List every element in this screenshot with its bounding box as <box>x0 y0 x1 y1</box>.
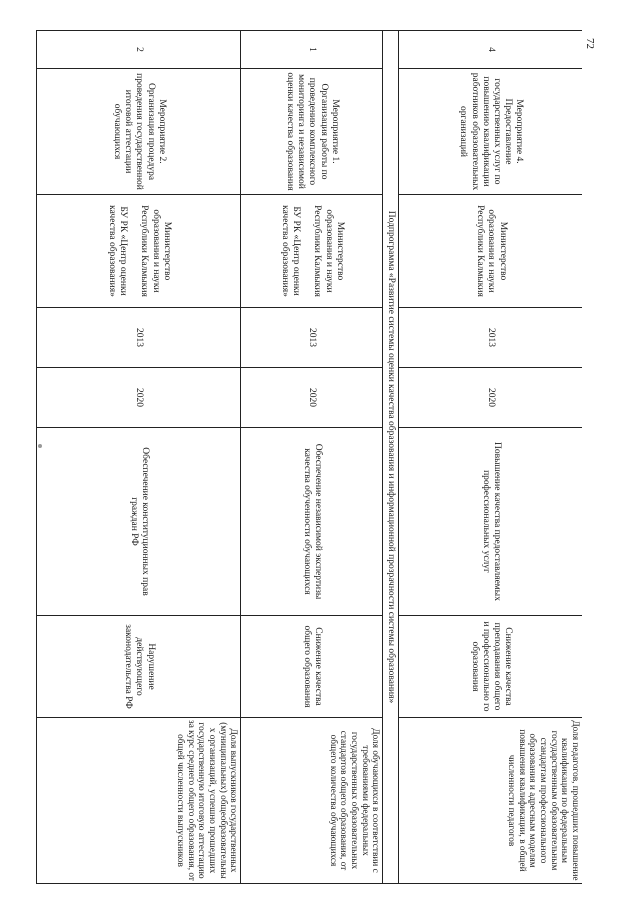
indicator-cell: Доля обучающихся в соответствии с требованиями федеральных государственных образовательных стандартов общего образования, от общего количества обучающихся <box>241 718 383 884</box>
table-row <box>399 31 582 884</box>
consequence-cell: Снижение качества преподавания общего и профессионально го образования <box>399 616 582 718</box>
start-year-cell: 2013 <box>241 308 383 368</box>
event-cell: Мероприятие 4. Предоставление государственных услуг по повышению квалификации работников образовательных организаций <box>399 69 582 195</box>
result-cell: Повышение качества предоставляемых профессиональных услуг <box>399 428 582 616</box>
end-year-cell: 2020 <box>241 368 383 428</box>
event-cell: Мероприятие 2. Организация процедура проведения государственной итоговой аттестации обучающихся <box>37 69 241 195</box>
executor-center: БУ РК «Центр оценки качества образования» <box>107 205 129 297</box>
consequence-cell: Снижение качества общего образования <box>241 616 383 718</box>
result-cell: Обеспечение конституционных прав граждан РФ <box>37 428 241 616</box>
page-number: 72 <box>584 38 596 49</box>
row-number: 1 <box>241 31 383 69</box>
scan-dot <box>38 444 42 448</box>
executor-cell <box>241 195 383 308</box>
executor-ministry: Министерство образования и науки Республики Калмыкия <box>139 205 172 297</box>
row-number: 4 <box>399 31 582 69</box>
end-year-cell: 2020 <box>37 368 241 428</box>
row-number: 2 <box>37 31 241 69</box>
event-cell: Мероприятие 1. Организация работы по проведению комплексного мониторинга и независимой оценки качества образования <box>241 69 383 195</box>
result-cell: Обеспечение независимой экспертизы качества обученности обучающихся <box>241 428 383 616</box>
subprogram-row <box>383 31 399 884</box>
table-row <box>37 31 241 884</box>
consequence-cell: Нарушение действующего законодательства РФ <box>37 616 241 718</box>
executor-center: БУ РК «Центр оценки качества образования» <box>280 205 302 297</box>
start-year-cell: 2013 <box>399 308 582 368</box>
start-year-cell: 2013 <box>37 308 241 368</box>
indicator-cell: Доля педагогов, прошедших повышение квалификации по федеральным государственным образовательным стандартам профессионального образования и адресным моделям повышения квалификации, в общей численности педагогов <box>399 718 582 884</box>
executor-ministry: Министерство образования и науки Республики Калмыкия <box>312 205 345 297</box>
program-events-table <box>36 30 582 884</box>
table-row <box>241 31 383 884</box>
indicator-cell: Доля выпускников государственных (муниципальных) общеобразовательны х организаций, успешно прошедших государственную итоговую аттестацию за курс среднего общего образования, от общей численности выпускников <box>37 718 241 884</box>
executor-cell: Министерство образования и науки Республики Калмыкия <box>399 195 582 308</box>
rotated-page <box>37 30 582 883</box>
executor-cell <box>37 195 241 308</box>
end-year-cell: 2020 <box>399 368 582 428</box>
subprogram-title: Подпрограмма «Развитие системы оценки качества образования и информационной прозрачности системы образования» <box>383 31 399 884</box>
